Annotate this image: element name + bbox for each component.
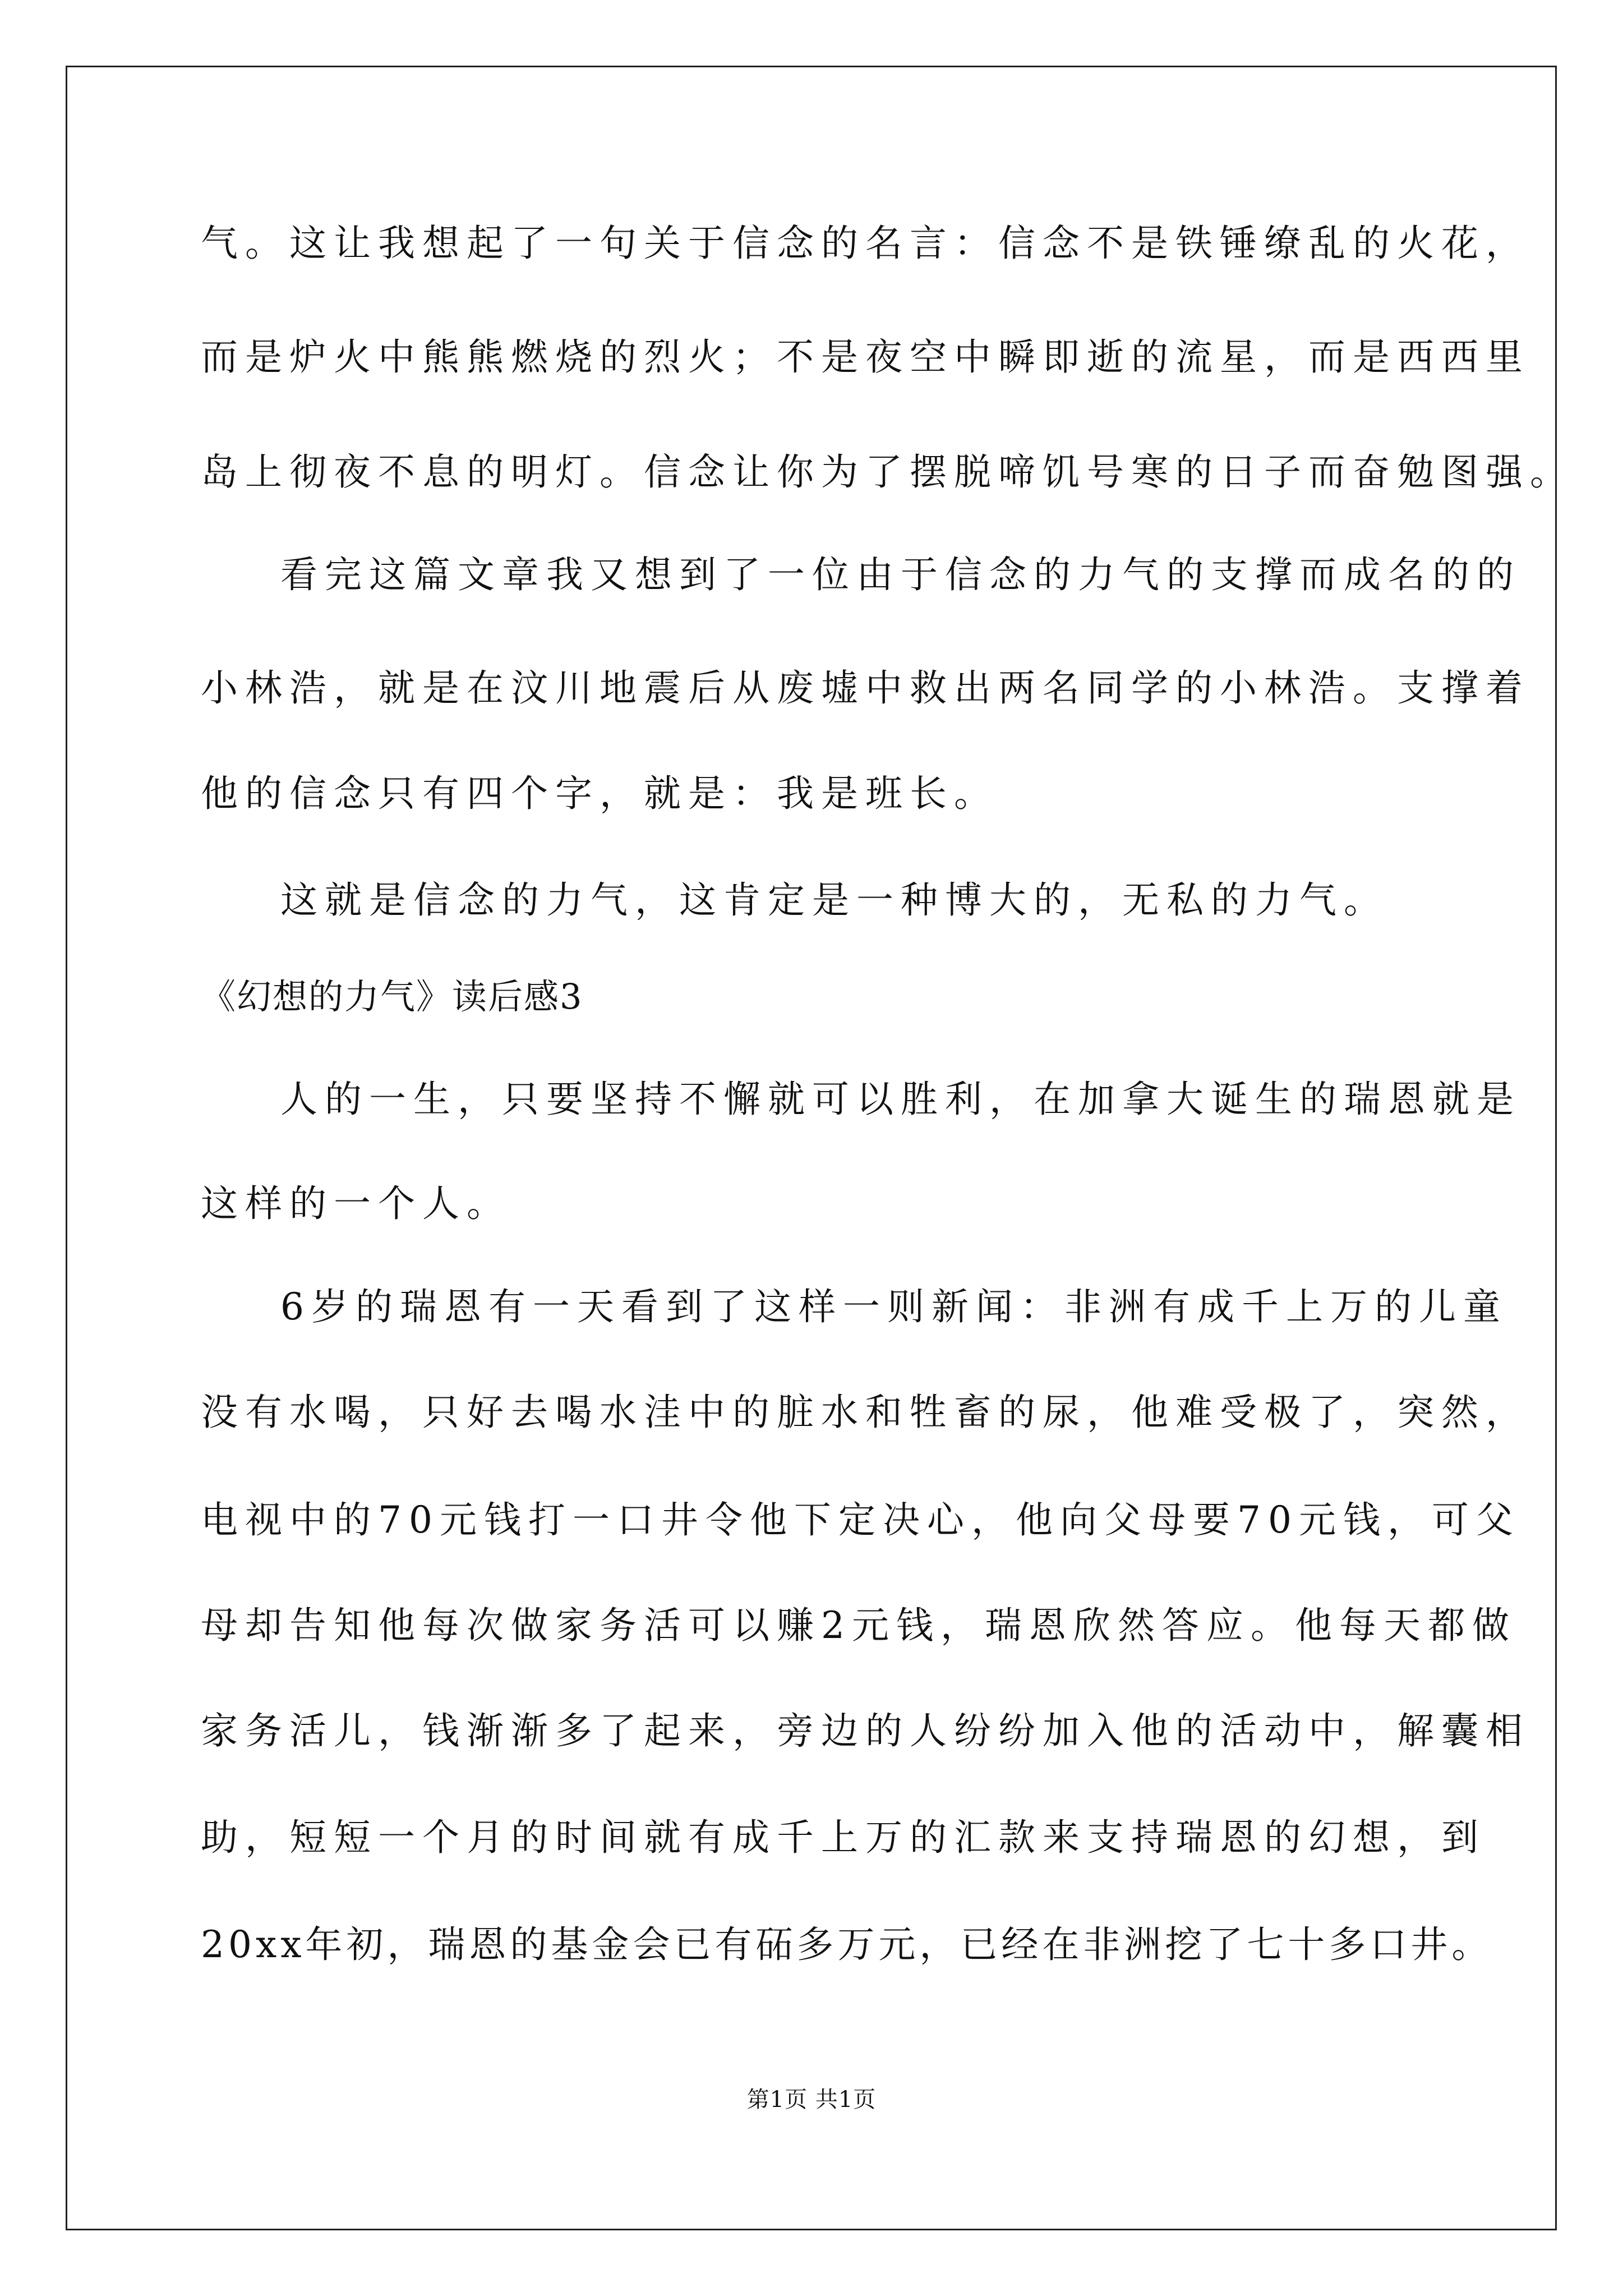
text-line-2: 而是炉火中熊熊燃烧的烈火；不是夜空中瞬即逝的流星，而是西西里 (201, 335, 1530, 379)
page-border (66, 66, 1557, 2230)
page-number: 第1页 共1页 (746, 2087, 877, 2113)
text-line-7: 这就是信念的力气，这肯定是一种博大的，无私的力气。 (280, 878, 1388, 922)
text-line-14: 家务活儿，钱渐渐多了起来，旁边的人纷纷加入他的活动中，解囊相 (201, 1709, 1530, 1752)
text-line-3: 岛上彻夜不息的明灯。信念让你为了摆脱啼饥号寒的日子而奋勉图强。 (201, 450, 1574, 494)
text-line-6: 他的信念只有四个字，就是：我是班长。 (201, 772, 998, 815)
text-line-11: 没有水喝，只好去喝水洼中的脏水和牲畜的尿，他难受极了，突然， (201, 1391, 1530, 1434)
section-heading: 《幻想的力气》读后感3 (201, 976, 583, 1017)
text-line-16: 20xx年初，瑞恩的基金会已有砳多万元，已经在非洲挖了七十多口井。 (201, 1923, 1493, 1966)
text-line-9: 这样的一个人。 (201, 1182, 511, 1225)
text-line-13: 母却告知他每次做家务活可以赚2元钱，瑞恩欣然答应。他每天都做 (201, 1604, 1516, 1647)
text-line-10: 6岁的瑞恩有一天看到了这样一则新闻：非洲有成千上万的儿童 (280, 1285, 1507, 1328)
text-line-1: 气。这让我想起了一句关于信念的名言：信念不是铁锤缭乱的火花， (201, 222, 1530, 265)
text-line-15: 助，短短一个月的时间就有成千上万的汇款来支持瑞恩的幻想，到 (201, 1816, 1486, 1859)
text-line-5: 小林浩，就是在汶川地震后从废墟中救出两名同学的小林浩。支撑着 (201, 666, 1530, 710)
text-line-4: 看完这篇文章我又想到了一位由于信念的力气的支撑而成名的的 (280, 553, 1521, 596)
text-line-8: 人的一生，只要坚持不懈就可以胜利，在加拿大诞生的瑞恩就是 (280, 1078, 1521, 1121)
text-line-12: 电视中的70元钱打一口井令他下定决心，他向父母要70元钱，可父 (201, 1498, 1520, 1542)
